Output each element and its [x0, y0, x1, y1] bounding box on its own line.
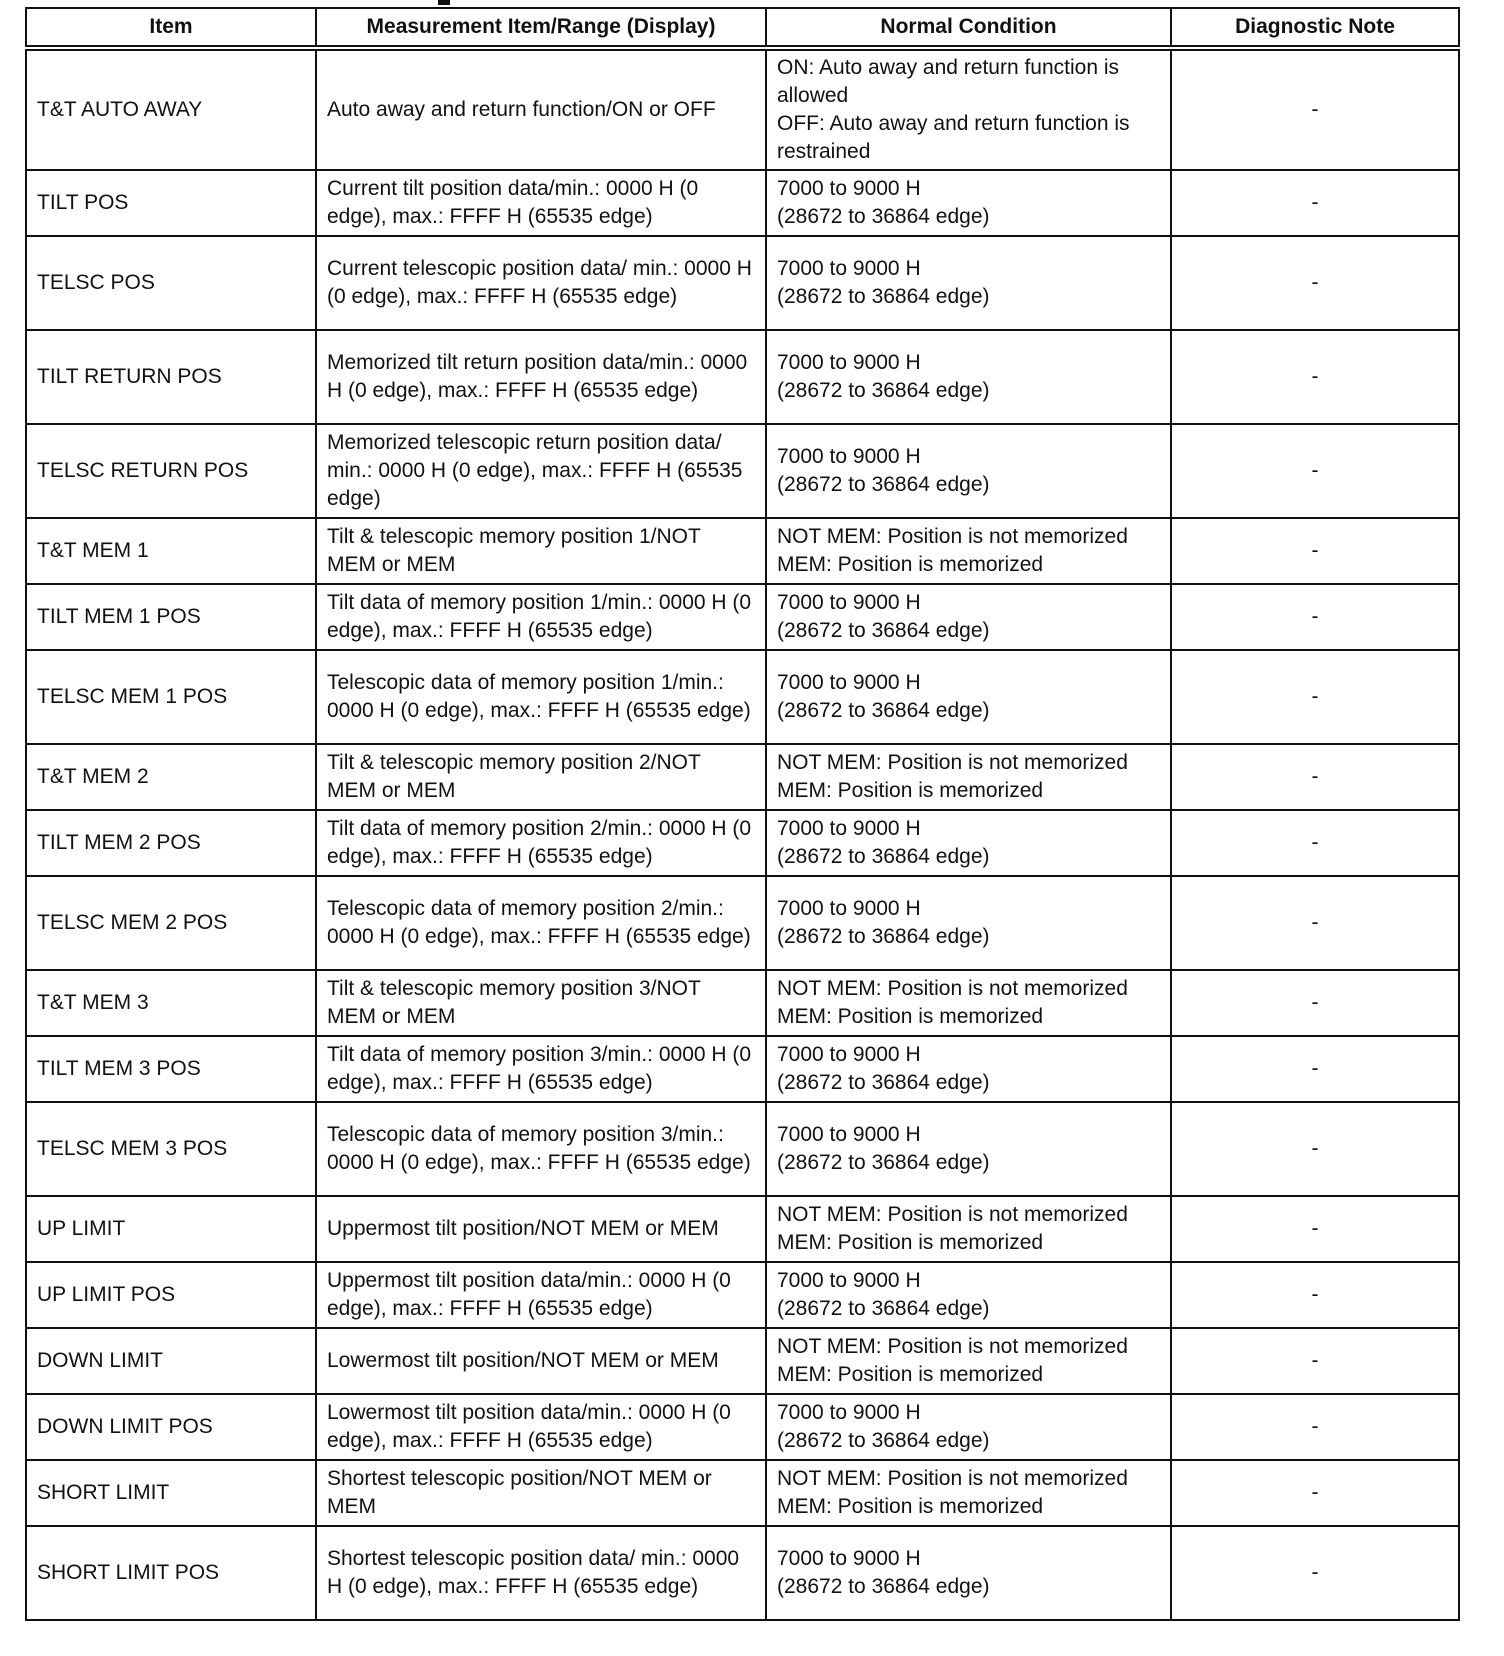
measurement-cell: Memorized tilt return position data/min.: 0000 H (0 edge), max.: FFFF H (65535 edge) — [316, 330, 766, 424]
normal-line: ON: Auto away and return function is allowed — [777, 56, 1120, 107]
measurement-cell: Tilt & telescopic memory position 3/NOT MEM or MEM — [316, 970, 766, 1036]
diagnostic-note-cell: - — [1171, 810, 1459, 876]
normal-condition-cell — [766, 1196, 1171, 1262]
normal-line: (28672 to 36864 edge) — [777, 1429, 990, 1452]
normal-line: MEM: Position is memorized — [777, 1005, 1044, 1028]
normal-condition-cell — [766, 584, 1171, 650]
normal-condition-cell — [766, 1526, 1171, 1620]
normal-condition-cell — [766, 170, 1171, 236]
item-cell: DOWN LIMIT — [26, 1328, 316, 1394]
normal-line: NOT MEM: Position is not memorized — [777, 1203, 1128, 1226]
table-row — [26, 424, 1459, 518]
table-row — [26, 48, 1459, 170]
normal-condition-cell — [766, 1328, 1171, 1394]
diagnostic-note-cell: - — [1171, 876, 1459, 970]
item-cell: TILT MEM 1 POS — [26, 584, 316, 650]
table-row — [26, 1394, 1459, 1460]
normal-condition-cell — [766, 810, 1171, 876]
normal-condition-cell — [766, 1036, 1171, 1102]
measurement-cell: Shortest telescopic position/NOT MEM or MEM — [316, 1460, 766, 1526]
normal-line: (28672 to 36864 edge) — [777, 205, 990, 228]
normal-line: (28672 to 36864 edge) — [777, 379, 990, 402]
normal-condition-cell — [766, 518, 1171, 584]
diagnostic-note-cell: - — [1171, 650, 1459, 744]
table-row — [26, 330, 1459, 424]
measurement-cell: Uppermost tilt position data/min.: 0000 H (0 edge), max.: FFFF H (65535 edge) — [316, 1262, 766, 1328]
table-row — [26, 1102, 1459, 1196]
normal-line: OFF: Auto away and return function is restrained — [777, 112, 1130, 163]
diagnostic-note-cell: - — [1171, 236, 1459, 330]
table-row — [26, 518, 1459, 584]
measurement-cell: Auto away and return function/ON or OFF — [316, 48, 766, 170]
header-item: Item — [26, 8, 316, 48]
table-header-row — [26, 8, 1459, 48]
normal-line: (28672 to 36864 edge) — [777, 845, 990, 868]
normal-line: MEM: Position is memorized — [777, 553, 1044, 576]
normal-condition-cell — [766, 424, 1171, 518]
normal-condition-cell — [766, 1262, 1171, 1328]
normal-line: (28672 to 36864 edge) — [777, 1071, 990, 1094]
measurement-cell: Tilt & telescopic memory position 1/NOT MEM or MEM — [316, 518, 766, 584]
header-measurement: Measurement Item/Range (Display) — [316, 8, 766, 48]
table-row — [26, 1196, 1459, 1262]
item-cell: SHORT LIMIT POS — [26, 1526, 316, 1620]
normal-line: (28672 to 36864 edge) — [777, 619, 990, 642]
table-row — [26, 170, 1459, 236]
item-cell: TILT RETURN POS — [26, 330, 316, 424]
normal-line: NOT MEM: Position is not memorized — [777, 1335, 1128, 1358]
diagnostic-note-cell: - — [1171, 1102, 1459, 1196]
table-row — [26, 810, 1459, 876]
cropped-text-fragment — [438, 0, 450, 5]
item-cell: TELSC POS — [26, 236, 316, 330]
item-cell: T&T MEM 1 — [26, 518, 316, 584]
measurement-cell: Current tilt position data/min.: 0000 H (0 edge), max.: FFFF H (65535 edge) — [316, 170, 766, 236]
normal-condition-cell — [766, 48, 1171, 170]
item-cell: UP LIMIT POS — [26, 1262, 316, 1328]
normal-line: 7000 to 9000 H — [777, 177, 921, 200]
measurement-cell: Tilt data of memory position 3/min.: 0000 H (0 edge), max.: FFFF H (65535 edge) — [316, 1036, 766, 1102]
normal-line: 7000 to 9000 H — [777, 817, 921, 840]
diagnostic-note-cell: - — [1171, 424, 1459, 518]
normal-line: NOT MEM: Position is not memorized — [777, 751, 1128, 774]
item-cell: TELSC MEM 2 POS — [26, 876, 316, 970]
item-cell: TELSC MEM 1 POS — [26, 650, 316, 744]
normal-line: NOT MEM: Position is not memorized — [777, 977, 1128, 1000]
measurement-cell: Tilt data of memory position 2/min.: 0000 H (0 edge), max.: FFFF H (65535 edge) — [316, 810, 766, 876]
table-row — [26, 1036, 1459, 1102]
table-row — [26, 744, 1459, 810]
measurement-cell: Shortest telescopic position data/ min.: 0000 H (0 edge), max.: FFFF H (65535 edge) — [316, 1526, 766, 1620]
measurement-cell: Lowermost tilt position/NOT MEM or MEM — [316, 1328, 766, 1394]
item-cell: TILT MEM 3 POS — [26, 1036, 316, 1102]
measurement-cell: Lowermost tilt position data/min.: 0000 H (0 edge), max.: FFFF H (65535 edge) — [316, 1394, 766, 1460]
normal-condition-cell — [766, 650, 1171, 744]
diagnostic-note-cell: - — [1171, 1460, 1459, 1526]
normal-line: (28672 to 36864 edge) — [777, 1297, 990, 1320]
measurement-cell: Memorized telescopic return position data/ min.: 0000 H (0 edge), max.: FFFF H (65535 edge) — [316, 424, 766, 518]
diagnostic-note-cell: - — [1171, 1036, 1459, 1102]
normal-line: MEM: Position is memorized — [777, 1495, 1044, 1518]
normal-line: MEM: Position is memorized — [777, 1231, 1044, 1254]
normal-condition-cell — [766, 1102, 1171, 1196]
diagnostic-note-cell: - — [1171, 170, 1459, 236]
normal-line: (28672 to 36864 edge) — [777, 473, 990, 496]
normal-line: (28672 to 36864 edge) — [777, 699, 990, 722]
measurement-cell: Current telescopic position data/ min.: 0000 H (0 edge), max.: FFFF H (65535 edge) — [316, 236, 766, 330]
diagnostic-note-cell: - — [1171, 518, 1459, 584]
normal-condition-cell — [766, 1394, 1171, 1460]
measurement-cell: Tilt & telescopic memory position 2/NOT MEM or MEM — [316, 744, 766, 810]
item-cell: DOWN LIMIT POS — [26, 1394, 316, 1460]
measurement-cell: Telescopic data of memory position 1/min.: 0000 H (0 edge), max.: FFFF H (65535 edge) — [316, 650, 766, 744]
normal-line: 7000 to 9000 H — [777, 445, 921, 468]
table-row — [26, 584, 1459, 650]
diagnostic-note-cell: - — [1171, 1328, 1459, 1394]
normal-line: 7000 to 9000 H — [777, 671, 921, 694]
normal-line: 7000 to 9000 H — [777, 1043, 921, 1066]
diagnostic-note-cell: - — [1171, 48, 1459, 170]
diagnostic-note-cell: - — [1171, 970, 1459, 1036]
normal-line: (28672 to 36864 edge) — [777, 1151, 990, 1174]
normal-condition-cell — [766, 330, 1171, 424]
table-row — [26, 1328, 1459, 1394]
normal-condition-cell — [766, 970, 1171, 1036]
header-normal-condition: Normal Condition — [766, 8, 1171, 48]
table-row — [26, 970, 1459, 1036]
diagnostic-note-cell: - — [1171, 1262, 1459, 1328]
normal-line: 7000 to 9000 H — [777, 1269, 921, 1292]
normal-line: NOT MEM: Position is not memorized — [777, 1467, 1128, 1490]
normal-line: 7000 to 9000 H — [777, 257, 921, 280]
measurement-cell: Tilt data of memory position 1/min.: 0000 H (0 edge), max.: FFFF H (65535 edge) — [316, 584, 766, 650]
normal-line: (28672 to 36864 edge) — [777, 1575, 990, 1598]
table-row — [26, 236, 1459, 330]
diagnostic-data-table — [25, 7, 1460, 1621]
diagnostic-note-cell: - — [1171, 1526, 1459, 1620]
normal-line: 7000 to 9000 H — [777, 1547, 921, 1570]
diagnostic-note-cell: - — [1171, 584, 1459, 650]
normal-line: 7000 to 9000 H — [777, 351, 921, 374]
normal-condition-cell — [766, 236, 1171, 330]
item-cell: SHORT LIMIT — [26, 1460, 316, 1526]
normal-line: MEM: Position is memorized — [777, 1363, 1044, 1386]
normal-condition-cell — [766, 744, 1171, 810]
diagnostic-note-cell: - — [1171, 744, 1459, 810]
normal-line: (28672 to 36864 edge) — [777, 925, 990, 948]
diagnostic-note-cell: - — [1171, 1196, 1459, 1262]
measurement-cell: Telescopic data of memory position 3/min.: 0000 H (0 edge), max.: FFFF H (65535 edge) — [316, 1102, 766, 1196]
normal-line: 7000 to 9000 H — [777, 1401, 921, 1424]
item-cell: TILT MEM 2 POS — [26, 810, 316, 876]
diagnostic-note-cell: - — [1171, 330, 1459, 424]
normal-line: MEM: Position is memorized — [777, 779, 1044, 802]
table-row — [26, 650, 1459, 744]
item-cell: TILT POS — [26, 170, 316, 236]
normal-line: 7000 to 9000 H — [777, 591, 921, 614]
measurement-cell: Uppermost tilt position/NOT MEM or MEM — [316, 1196, 766, 1262]
normal-condition-cell — [766, 1460, 1171, 1526]
normal-line: NOT MEM: Position is not memorized — [777, 525, 1128, 548]
table-row — [26, 1526, 1459, 1620]
item-cell: T&T AUTO AWAY — [26, 48, 316, 170]
table-row — [26, 1460, 1459, 1526]
item-cell: T&T MEM 3 — [26, 970, 316, 1036]
item-cell: T&T MEM 2 — [26, 744, 316, 810]
table-row — [26, 1262, 1459, 1328]
normal-line: (28672 to 36864 edge) — [777, 285, 990, 308]
item-cell: UP LIMIT — [26, 1196, 316, 1262]
normal-condition-cell — [766, 876, 1171, 970]
normal-line: 7000 to 9000 H — [777, 1123, 921, 1146]
diagnostic-note-cell: - — [1171, 1394, 1459, 1460]
table-row — [26, 876, 1459, 970]
normal-line: 7000 to 9000 H — [777, 897, 921, 920]
item-cell: TELSC MEM 3 POS — [26, 1102, 316, 1196]
header-diagnostic-note: Diagnostic Note — [1171, 8, 1459, 48]
item-cell: TELSC RETURN POS — [26, 424, 316, 518]
measurement-cell: Telescopic data of memory position 2/min.: 0000 H (0 edge), max.: FFFF H (65535 edge) — [316, 876, 766, 970]
